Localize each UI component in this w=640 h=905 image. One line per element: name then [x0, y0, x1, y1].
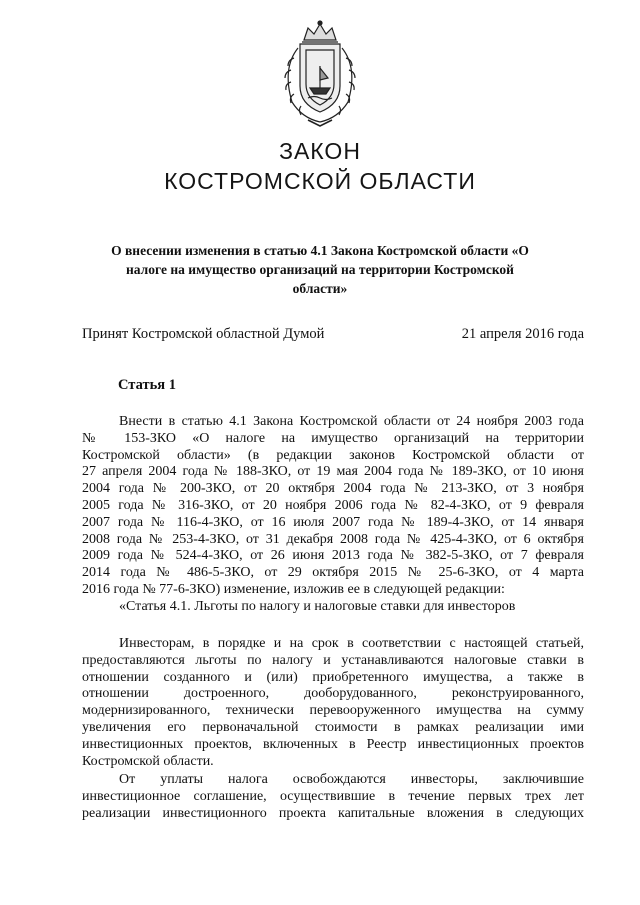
- text-line: 2004 года № 200-ЗКО, от 20 октября 2004 года № 213-ЗКО, от 3 ноября: [82, 481, 584, 497]
- text-line: модернизированного, технически перевооруженного имущества на сумму: [82, 703, 584, 719]
- law-title-line1: ЗАКОН: [279, 138, 361, 164]
- text-line: увеличения его первоначальной стоимости в рамках реализации ими: [82, 719, 584, 735]
- text-line: От уплаты налога освобождаются инвесторы, заключившие: [119, 772, 584, 787]
- text-line: 2014 года № 486-5-ЗКО, от 29 октября 2015 № 25-6-ЗКО, от 4 марта: [82, 565, 584, 581]
- text-line: предоставляются льготы по налогу и устанавливаются налоговые ставки в: [82, 652, 584, 668]
- text-line: 2009 года № 524-4-ЗКО, от 26 июня 2013 года № 382-5-ЗКО, от 7 февраля: [82, 548, 584, 564]
- text-line: 2008 года № 253-4-ЗКО, от 31 декабря 2008 года № 425-4-ЗКО, от 6 октября: [82, 531, 584, 547]
- coat-of-arms-emblem: [268, 18, 372, 130]
- paragraph-exemption: [82, 772, 584, 822]
- text-line: Инвесторам, в порядке и на срок в соответствии с настоящей статьей,: [119, 636, 584, 651]
- text-line: Внести в статью 4.1 Закона Костромской области от 24 ноября 2003 года: [119, 414, 584, 429]
- law-subject: О внесении изменения в статью 4.1 Закона Костромской области «О налоге на имущество организаций на территории Костромской области»: [111, 243, 529, 296]
- text-line: 2005 года № 316-ЗКО, от 20 ноября 2006 года № 82-4-ЗКО, от 9 февраля: [82, 497, 584, 513]
- text-line: Костромской области» (в редакции законов Костромской области от: [82, 447, 584, 463]
- text-line: Костромской области.: [82, 753, 214, 769]
- text-line: 2016 года № 77-6-ЗКО) изменение, изложив ее в следующей редакции:: [82, 581, 505, 597]
- text-line: отношении достроенного, дооборудованного, реконструированного,: [82, 686, 584, 702]
- text-line: 27 апреля 2004 года № 188-ЗКО, от 19 мая 2004 года № 189-ЗКО, от 10 июня: [82, 464, 584, 480]
- text-line: 2007 года № 116-4-ЗКО, от 16 июля 2007 года № 189-4-ЗКО, от 14 января: [82, 514, 584, 530]
- text-line: «Статья 4.1. Льготы по налогу и налоговые ставки для инвесторов: [119, 598, 516, 614]
- paragraph-investors: [82, 636, 584, 770]
- text-line: инвестиционное соглашение, осуществившие в течение первых трех лет: [82, 788, 584, 804]
- text-line: реализации инвестиционного проекта капитальные вложения в следующих: [82, 805, 584, 821]
- adoption-date: 21 апреля 2016 года: [461, 326, 584, 342]
- law-title: [0, 136, 640, 196]
- text-line: инвестиционных проектов, включенных в Реестр инвестиционных проектов: [82, 736, 584, 752]
- text-line: отношении созданного и (или) приобретенного имущества, а также в: [82, 669, 584, 685]
- article-1-text: [82, 414, 584, 616]
- adopted-by: Принят Костромской областной Думой: [82, 326, 325, 342]
- text-line: № 153-ЗКО «О налоге на имущество организаций на территории: [82, 430, 584, 446]
- article-heading: Статья 1: [118, 377, 176, 393]
- law-title-line2: КОСТРОМСКОЙ ОБЛАСТИ: [164, 168, 476, 194]
